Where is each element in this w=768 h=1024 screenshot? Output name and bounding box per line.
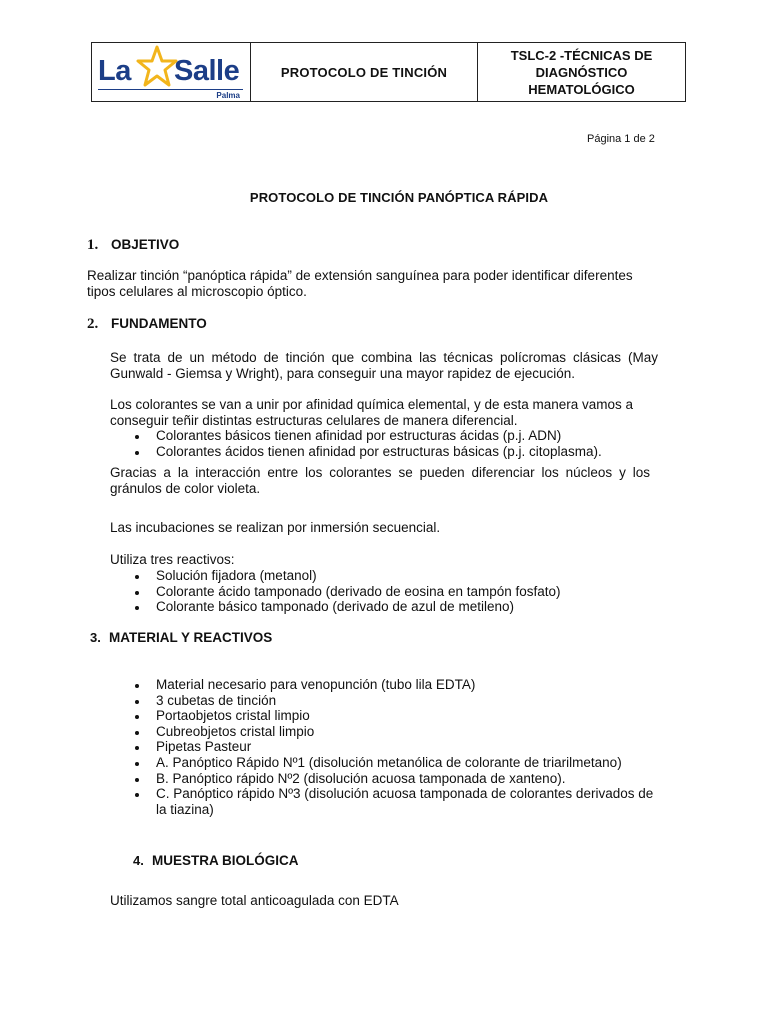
section-number: 1. bbox=[87, 237, 99, 253]
section-number: 3. bbox=[90, 630, 101, 645]
list-item: C. Panóptico rápido Nº3 (disolución acuosa tamponada de colorantes derivados de la tiazina) bbox=[132, 786, 662, 817]
header-course-line: DIAGNÓSTICO bbox=[535, 64, 628, 80]
fundamento-paragraph-4: Las incubaciones se realizan por inmersión secuencial. bbox=[110, 520, 441, 535]
list-item: Material necesario para venopunción (tubo lila EDTA) bbox=[132, 677, 662, 693]
section-title: MUESTRA BIOLÓGICA bbox=[152, 853, 299, 868]
page-number: Página 1 de 2 bbox=[587, 133, 655, 145]
paragraph-line: tipos celulares al microscopio óptico. bbox=[87, 284, 307, 299]
header-course-line: HEMATOLÓGICO bbox=[528, 81, 635, 97]
document-title: PROTOCOLO DE TINCIÓN PANÓPTICA RÁPIDA bbox=[249, 190, 549, 205]
list-item: Solución fijadora (metanol) bbox=[132, 568, 672, 584]
header-course bbox=[478, 43, 685, 101]
logo-underline bbox=[98, 89, 243, 90]
section-title: OBJETIVO bbox=[111, 237, 180, 252]
section-heading-muestra bbox=[133, 853, 299, 868]
section-heading-fundamento bbox=[87, 316, 207, 333]
document-header bbox=[91, 42, 686, 102]
logo-text-la: La bbox=[98, 55, 131, 87]
list-item: 3 cubetas de tinción bbox=[132, 693, 662, 709]
paragraph-line: Realizar tinción “panóptica rápida” de extensión sanguínea para poder identificar diferentes bbox=[87, 268, 633, 283]
paragraph-line: conseguir teñir distintas estructuras celulares de manera diferencial. bbox=[110, 413, 518, 428]
header-title: PROTOCOLO DE TINCIÓN bbox=[251, 43, 478, 101]
list-item: Cubreobjetos cristal limpio bbox=[132, 724, 662, 740]
fundamento-paragraph-2 bbox=[110, 397, 670, 429]
list-item: A. Panóptico Rápido Nº1 (disolución metanólica de colorante de triarilmetano) bbox=[132, 755, 662, 771]
header-course-line: TSLC-2 -TÉCNICAS DE bbox=[510, 47, 653, 63]
list-item: B. Panóptico rápido Nº2 (disolución acuosa tamponada de xanteno). bbox=[132, 771, 662, 787]
objetivo-paragraph bbox=[87, 268, 677, 300]
section-number: 2. bbox=[87, 316, 99, 332]
la-salle-logo bbox=[92, 43, 251, 101]
section-heading-material bbox=[90, 630, 272, 645]
list-item: Colorantes ácidos tienen afinidad por estructuras básicas (p.j. citoplasma). bbox=[132, 444, 672, 460]
list-item: Colorante ácido tamponado (derivado de eosina en tampón fosfato) bbox=[132, 584, 672, 600]
star-icon bbox=[136, 45, 178, 89]
section-heading-objetivo bbox=[87, 237, 179, 254]
fundamento-paragraph-3: Gracias a la interacción entre los colorantes se pueden diferenciar los núcleos y los gránulos de color violeta. bbox=[110, 465, 650, 496]
list-item: Pipetas Pasteur bbox=[132, 739, 662, 755]
fundamento-bullets-2 bbox=[132, 568, 672, 615]
material-bullets bbox=[132, 677, 662, 817]
list-item: Colorantes básicos tienen afinidad por estructuras ácidas (p.j. ADN) bbox=[132, 428, 672, 444]
section-title: FUNDAMENTO bbox=[111, 316, 207, 331]
fundamento-paragraph-5: Utiliza tres reactivos: bbox=[110, 552, 235, 567]
logo-location: Palma bbox=[216, 91, 240, 100]
section-number: 4. bbox=[133, 853, 144, 868]
paragraph-line: Los colorantes se van a unir por afinidad química elemental, y de esta manera vamos a bbox=[110, 397, 634, 412]
section-title: MATERIAL Y REACTIVOS bbox=[109, 630, 273, 645]
fundamento-paragraph-1: Se trata de un método de tinción que combina las técnicas polícromas clásicas (May Gunwald - Giemsa y Wright), para conseguir una mayor rapidez de ejecución. bbox=[110, 350, 658, 381]
logo-text-salle: Salle bbox=[174, 55, 240, 87]
fundamento-bullets-1 bbox=[132, 428, 672, 459]
muestra-paragraph: Utilizamos sangre total anticoagulada con EDTA bbox=[110, 893, 399, 908]
list-item: Portaobjetos cristal limpio bbox=[132, 708, 662, 724]
list-item: Colorante básico tamponado (derivado de azul de metileno) bbox=[132, 599, 672, 615]
